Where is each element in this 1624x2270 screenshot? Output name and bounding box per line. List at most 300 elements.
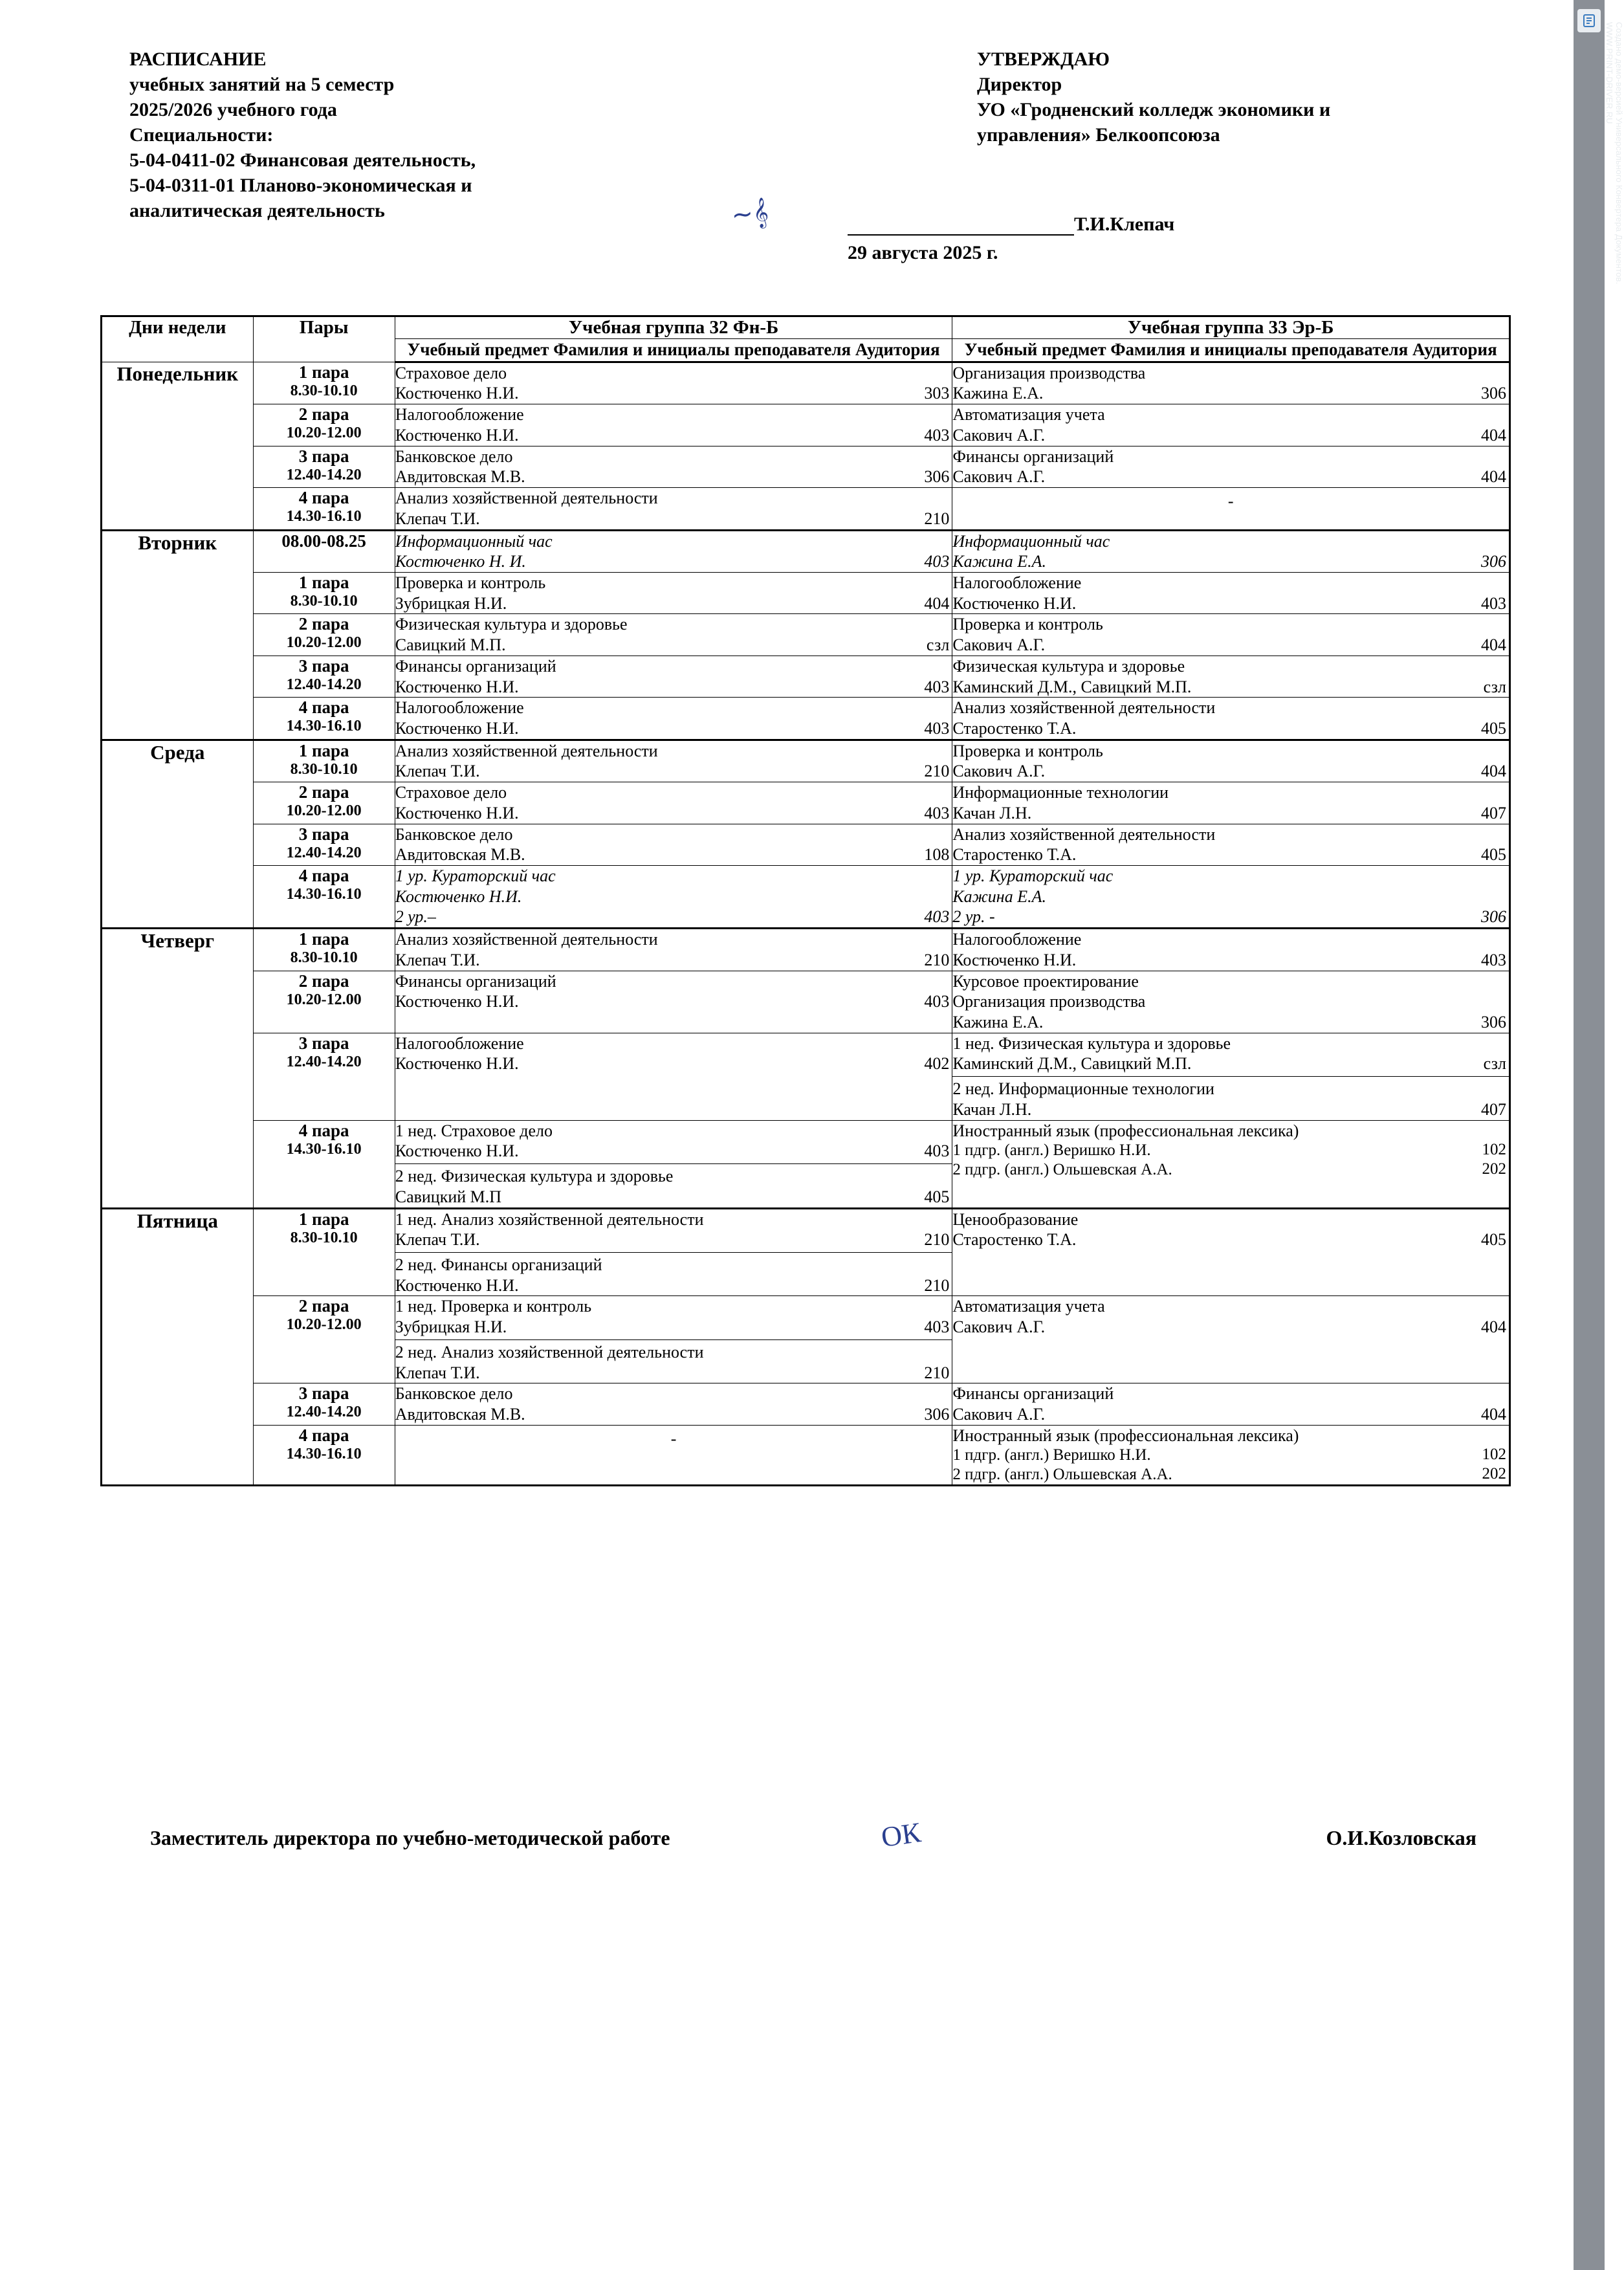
- table-row: [102, 614, 1510, 656]
- lesson-cell-group1: [395, 488, 952, 530]
- lesson-cell-group1: [395, 1208, 952, 1296]
- teacher: Качан Л.Н.: [952, 1099, 1032, 1119]
- room: 403: [924, 992, 950, 1011]
- lesson-cell-group1: [395, 362, 952, 404]
- teacher: Каминский Д.М., Савицкий М.П.: [952, 1054, 1192, 1074]
- lesson-g1-empty: -: [670, 1429, 677, 1448]
- pair-time: 12.40-14.20: [286, 676, 362, 693]
- watermark-line-1: Создано демо-версией Универсального Конвертера Документов.: [1614, 22, 1624, 285]
- pair-cell: [253, 1120, 395, 1208]
- teacher: Костюченко Н.И.: [395, 1141, 519, 1161]
- room: 402: [924, 1054, 950, 1074]
- pair-number: 1 пара: [298, 572, 349, 592]
- director-name: Т.И.Клепач: [1074, 214, 1175, 235]
- pair-number: 4 пара: [298, 1120, 349, 1140]
- room: 407: [1481, 803, 1506, 822]
- pair-number: 2 пара: [298, 1296, 349, 1316]
- week-divider: [952, 1076, 1509, 1077]
- week-divider: [395, 1339, 952, 1340]
- teacher: Костюченко Н.И.: [395, 718, 519, 738]
- header-right-block: [977, 47, 1469, 148]
- teacher: Старостенко Т.А.: [952, 845, 1077, 865]
- document-footer: [150, 1816, 1476, 1854]
- lesson-g1-week1: [395, 1121, 952, 1162]
- lesson-cell-group1: [395, 1033, 952, 1120]
- pair-cell: [253, 404, 395, 446]
- subject: 2 нед. Анализ хозяйственной деятельности: [395, 1342, 704, 1361]
- lesson-g1: [395, 488, 952, 529]
- lesson-g2: [952, 866, 1509, 927]
- subject: Анализ хозяйственной деятельности: [395, 489, 658, 508]
- teacher: Качан Л.Н.: [952, 803, 1032, 822]
- pair-cell: [253, 530, 395, 572]
- subject: Иностранный язык (профессиональная лексика): [952, 1426, 1299, 1445]
- pair-cell: [253, 1383, 395, 1425]
- table-row: [102, 698, 1510, 740]
- lesson-cell-group2: [952, 971, 1510, 1033]
- lesson-cell-group1: [395, 530, 952, 572]
- lesson-cell-group2: [952, 866, 1510, 929]
- teacher: Кажина Е.А.: [952, 552, 1046, 571]
- teacher: Сакович А.Г.: [952, 425, 1046, 445]
- table-row: [102, 1033, 1510, 1120]
- deputy-signature-mark: ОК: [879, 1816, 923, 1854]
- room: 210: [924, 1363, 950, 1382]
- subject: Информационные технологии: [952, 783, 1169, 802]
- teacher: Авдитовская М.В.: [395, 467, 525, 487]
- lesson-g1: [395, 741, 952, 782]
- subject: Проверка и контроль: [395, 573, 546, 592]
- lesson-g1-week1: [395, 1296, 952, 1337]
- room: 405: [924, 1187, 950, 1206]
- teacher: Старостенко Т.А.: [952, 1230, 1077, 1250]
- room: 403: [924, 552, 950, 571]
- room: 404: [1481, 635, 1506, 655]
- room: 403: [924, 718, 950, 738]
- pair-cell: [253, 656, 395, 697]
- watermark-line-2: WWW.PRINT-DRIVER.RU: [1605, 22, 1614, 124]
- teacher: Савицкий М.П: [395, 1187, 502, 1206]
- lesson-g1: [395, 1383, 952, 1424]
- table-row: [102, 971, 1510, 1033]
- organization-line-2: управления» Белкоопсоюза: [977, 124, 1220, 146]
- subgroup-2: 2 пдгр. (англ.) Ольшевская А.А.: [952, 1161, 1172, 1179]
- subject: Банковское дело: [395, 446, 513, 466]
- lesson-cell-group2: [952, 488, 1510, 530]
- lesson-g1: [395, 656, 952, 697]
- pair-number: 1 пара: [298, 1209, 349, 1229]
- lesson-cell-group1: [395, 782, 952, 824]
- table-row: [102, 1208, 1510, 1296]
- pair-time: 8.30-10.10: [290, 949, 358, 967]
- pair-time: 10.20-12.00: [286, 802, 362, 820]
- pair-cell: [253, 824, 395, 865]
- table-row: [102, 530, 1510, 572]
- pair-time: 12.40-14.20: [286, 466, 362, 483]
- pair-time: 14.30-16.10: [286, 718, 362, 735]
- subject: Страховое дело: [395, 783, 507, 802]
- pair-time: 12.40-14.20: [286, 1404, 362, 1421]
- table-row: [102, 1425, 1510, 1486]
- lesson-g1: [395, 531, 952, 572]
- lesson-cell-group2: [952, 530, 1510, 572]
- subject: 1 нед. Физическая культура и здоровье: [952, 1033, 1231, 1053]
- room: сзл: [1483, 677, 1506, 696]
- room: 404: [1481, 425, 1506, 445]
- pair-cell: [253, 362, 395, 404]
- lesson-g2: [952, 698, 1509, 738]
- pair-number: 2 пара: [298, 404, 349, 424]
- subject: 1 нед. Анализ хозяйственной деятельности: [395, 1209, 704, 1229]
- subject: Организация производства: [952, 363, 1146, 382]
- subject: Ценообразование: [952, 1209, 1079, 1229]
- day-cell: Четверг: [102, 929, 254, 1208]
- table-row: [102, 824, 1510, 865]
- subject: Налогообложение: [395, 698, 524, 718]
- lesson-g1: [395, 363, 952, 404]
- lesson-cell-group2: [952, 1120, 1510, 1208]
- pair-time: 10.20-12.00: [286, 634, 362, 652]
- subject: Налогообложение: [952, 930, 1082, 949]
- day-cell: Пятница: [102, 1208, 254, 1486]
- subject: Автоматизация учета: [952, 405, 1105, 424]
- lesson-cell-group2: [952, 362, 1510, 404]
- table-row: [102, 866, 1510, 929]
- lesson-cell-group1: [395, 929, 952, 971]
- teacher: Костюченко Н.И.: [395, 677, 519, 696]
- lesson-g1-week2: [395, 1342, 952, 1383]
- lesson-cell-group1: [395, 1120, 952, 1208]
- lesson-cell-group2: [952, 614, 1510, 656]
- room: 306: [1481, 384, 1506, 403]
- subject: Физическая культура и здоровье: [952, 656, 1185, 676]
- specialty-1: 5-04-0411-02 Финансовая деятельность,: [129, 149, 476, 171]
- subject: Финансы организаций: [395, 656, 556, 676]
- pair-number: 3 пара: [298, 1033, 349, 1053]
- lesson-g2: [952, 656, 1509, 697]
- director-signature-block: [848, 214, 1339, 264]
- room: 306: [924, 467, 950, 487]
- lesson-g2: [952, 573, 1509, 613]
- lesson-cell-group1: [395, 572, 952, 613]
- doc-subtitle-year: 2025/2026 учебного года: [129, 99, 337, 120]
- subject: Финансы организаций: [952, 1384, 1114, 1404]
- room: 306: [1481, 907, 1506, 927]
- lesson-g1: [395, 866, 952, 927]
- lesson-cell-group2: [952, 1383, 1510, 1425]
- pair-number: 2 пара: [298, 782, 349, 802]
- room: 403: [1481, 593, 1506, 613]
- teacher: Сакович А.Г.: [952, 1404, 1046, 1424]
- subject: Финансы организаций: [395, 971, 556, 991]
- lesson-g2: [952, 971, 1509, 1033]
- teacher: Кажина Е.А.: [952, 384, 1044, 403]
- room: 404: [1481, 1404, 1506, 1424]
- room: 404: [1481, 762, 1506, 781]
- pair-time: 8.30-10.10: [290, 382, 358, 399]
- teacher: Костюченко Н. И.: [395, 552, 526, 571]
- room: 210: [924, 1275, 950, 1295]
- subgroup-1-room: 102: [1482, 1446, 1506, 1464]
- lesson-cell-group1: [395, 656, 952, 697]
- lesson-cell-group2: [952, 656, 1510, 697]
- signature-underline: [848, 217, 1074, 236]
- lesson-g1: [395, 782, 952, 823]
- lesson-g2: [952, 446, 1509, 487]
- room: 306: [924, 1404, 950, 1424]
- pair-time: 8.30-10.10: [290, 592, 358, 610]
- table-row: [102, 1296, 1510, 1383]
- pair-number: 4 пара: [298, 1425, 349, 1445]
- col-header-pairs: Пары: [253, 316, 395, 362]
- subject-secondary: Организация производства: [952, 992, 1146, 1011]
- teacher: Авдитовская М.В.: [395, 1404, 525, 1424]
- lesson-cell-group1: [395, 698, 952, 740]
- pair-cell: [253, 929, 395, 971]
- approve-label: УТВЕРЖДАЮ: [977, 49, 1110, 70]
- subject: Анализ хозяйственной деятельности: [395, 741, 658, 760]
- approval-date: 29 августа 2025 г.: [848, 242, 998, 263]
- specialties-label: Специальности:: [129, 124, 274, 146]
- pair-time: 14.30-16.10: [286, 508, 362, 525]
- doc-title: РАСПИСАНИЕ: [129, 49, 267, 70]
- table-row: [102, 1120, 1510, 1208]
- room: 404: [1481, 467, 1506, 487]
- day-cell: Вторник: [102, 530, 254, 740]
- subject: Автоматизация учета: [952, 1297, 1105, 1316]
- teacher: Костюченко Н.И.: [952, 593, 1077, 613]
- lesson-g1: [395, 1033, 952, 1074]
- lesson-g1: [395, 404, 952, 445]
- table-row: [102, 404, 1510, 446]
- pair-time: 10.20-12.00: [286, 424, 362, 442]
- lesson-g2-week2: [952, 1079, 1509, 1119]
- lesson-cell-group1: [395, 614, 952, 656]
- teacher: Зубрицкая Н.И.: [395, 1317, 507, 1337]
- col-subheader-group2: Учебный предмет Фамилия и инициалы преподавателя Аудитория: [952, 339, 1510, 362]
- pair-time: 12.40-14.20: [286, 844, 362, 861]
- room: 403: [924, 1317, 950, 1337]
- lesson-cell-group1: [395, 446, 952, 487]
- subject: 1 нед. Страховое дело: [395, 1121, 553, 1140]
- lesson-g2: [952, 741, 1509, 782]
- week-divider: [395, 1163, 952, 1164]
- teacher: Сакович А.Г.: [952, 635, 1046, 655]
- teacher: Старостенко Т.А.: [952, 718, 1077, 738]
- teacher: Костюченко Н.И.: [395, 1054, 519, 1074]
- room: 306: [1481, 552, 1506, 571]
- lesson-g2: [952, 1296, 1509, 1337]
- lesson-cell-group1: [395, 824, 952, 865]
- day-cell: Понедельник: [102, 362, 254, 530]
- subject: Анализ хозяйственной деятельности: [952, 824, 1216, 844]
- room: 306: [1481, 1013, 1506, 1032]
- table-row: [102, 740, 1510, 782]
- lesson-g2: [952, 1383, 1509, 1424]
- pair-time: 12.40-14.20: [286, 1053, 362, 1070]
- teacher: Клепач Т.И.: [395, 1230, 480, 1250]
- lesson-cell-group2: [952, 1208, 1510, 1296]
- room: 405: [1481, 1230, 1506, 1250]
- lesson-cell-group1: [395, 971, 952, 1033]
- subject-note: 2 ур.–: [395, 907, 436, 927]
- subject: Курсовое проектирование: [952, 971, 1139, 991]
- lesson-cell-group2: [952, 929, 1510, 971]
- subject-note: 2 ур. -: [952, 907, 995, 927]
- lesson-cell-group2: [952, 1296, 1510, 1383]
- teacher: Савицкий М.П.: [395, 635, 506, 655]
- pair-cell: [253, 614, 395, 656]
- subject: Физическая культура и здоровье: [395, 615, 628, 634]
- pair-cell: [253, 740, 395, 782]
- teacher: Клепач Т.И.: [395, 762, 480, 781]
- subject: Проверка и контроль: [952, 741, 1103, 760]
- pair-number: 1 пара: [298, 740, 349, 760]
- lesson-cell-group2: [952, 824, 1510, 865]
- pair-time: 10.20-12.00: [286, 1316, 362, 1334]
- room: 210: [924, 509, 950, 528]
- lesson-cell-group2: [952, 1033, 1510, 1120]
- subgroup-1-room: 102: [1482, 1141, 1506, 1159]
- deputy-director-name: О.И.Козловская: [1326, 1826, 1476, 1849]
- room: сзл: [1483, 1054, 1506, 1074]
- lesson-g2: [952, 929, 1509, 970]
- schedule-body: [102, 362, 1510, 1486]
- pair-number: 3 пара: [298, 446, 349, 466]
- day-cell: Среда: [102, 740, 254, 928]
- table-row: [102, 446, 1510, 487]
- lesson-g2-empty: -: [1227, 492, 1234, 511]
- room: 403: [924, 425, 950, 445]
- pair-cell: [253, 572, 395, 613]
- pair-time: 14.30-16.10: [286, 886, 362, 903]
- pair-cell: [253, 1425, 395, 1486]
- schedule-table: [100, 315, 1511, 1486]
- pair-number: 1 пара: [298, 929, 349, 949]
- lesson-cell-group2: [952, 404, 1510, 446]
- teacher: Костюченко Н.И.: [395, 887, 522, 906]
- lesson-cell-group2: [952, 1425, 1510, 1486]
- col-header-group-33er: Учебная группа 33 Эр-Б: [952, 316, 1510, 339]
- teacher: Клепач Т.И.: [395, 509, 480, 528]
- specialty-2-cont: аналитическая деятельность: [129, 200, 385, 221]
- subgroup-2-room: 202: [1482, 1465, 1506, 1483]
- teacher: Костюченко Н.И.: [395, 384, 519, 403]
- teacher: Клепач Т.И.: [395, 1363, 480, 1382]
- room: 404: [924, 593, 950, 613]
- teacher: Костюченко Н.И.: [395, 803, 519, 822]
- pair-time: 10.20-12.00: [286, 991, 362, 1008]
- teacher: Костюченко Н.И.: [952, 950, 1077, 969]
- pair-cell: [253, 866, 395, 929]
- teacher: Сакович А.Г.: [952, 467, 1046, 487]
- pair-number: 1 пара: [298, 362, 349, 382]
- lesson-g2: [952, 363, 1509, 404]
- lesson-cell-group1: [395, 1296, 952, 1383]
- subject: 1 ур. Кураторский час: [952, 866, 1114, 885]
- teacher: Каминский Д.М., Савицкий М.П.: [952, 677, 1192, 696]
- lesson-g2: [952, 404, 1509, 445]
- subject: Проверка и контроль: [952, 615, 1103, 634]
- table-row: [102, 488, 1510, 530]
- teacher: Клепач Т.И.: [395, 950, 480, 969]
- subject: Анализ хозяйственной деятельности: [395, 930, 658, 949]
- lesson-cell-group1: [395, 740, 952, 782]
- lesson-g2: [952, 1426, 1509, 1485]
- lesson-g1: [395, 929, 952, 970]
- pair-cell: [253, 1208, 395, 1296]
- watermark-strip: [1574, 0, 1624, 2270]
- pair-number: 2 пара: [298, 614, 349, 634]
- pair-number: 4 пара: [298, 488, 349, 508]
- table-row: [102, 929, 1510, 971]
- lesson-g2: [952, 824, 1509, 865]
- subgroup-2-room: 202: [1482, 1160, 1506, 1178]
- subgroup-2: 2 пдгр. (англ.) Ольшевская А.А.: [952, 1466, 1172, 1484]
- teacher: Кажина Е.А.: [952, 887, 1046, 906]
- pair-number: 08.00-08.25: [281, 531, 366, 551]
- lesson-g1-week1: [395, 1209, 952, 1250]
- room: 210: [924, 1230, 950, 1250]
- subject: 2 нед. Физическая культура и здоровье: [395, 1167, 674, 1186]
- lesson-g1: [395, 698, 952, 738]
- room: 210: [924, 762, 950, 781]
- subject: 1 нед. Проверка и контроль: [395, 1297, 592, 1316]
- room: 405: [1481, 845, 1506, 865]
- room: 403: [1481, 950, 1506, 969]
- lesson-cell-group1: [395, 404, 952, 446]
- pair-number: 3 пара: [298, 824, 349, 844]
- lesson-cell-group2: [952, 446, 1510, 487]
- organization-line-1: УО «Гродненский колледж экономики и: [977, 99, 1331, 120]
- subgroup-1: 1 пдгр. (англ.) Веришко Н.И.: [952, 1446, 1151, 1464]
- lesson-cell-group2: [952, 572, 1510, 613]
- lesson-g1-week2: [395, 1166, 952, 1207]
- pair-time: 14.30-16.10: [286, 1445, 362, 1462]
- col-header-days: Дни недели: [102, 316, 254, 362]
- lesson-g2-week1: [952, 1033, 1509, 1074]
- deputy-director-label: Заместитель директора по учебно-методической работе: [150, 1826, 670, 1849]
- lesson-g1: [395, 446, 952, 487]
- room: 403: [924, 907, 950, 927]
- lesson-g1: [395, 614, 952, 655]
- table-row: [102, 656, 1510, 697]
- room: 405: [1481, 718, 1506, 738]
- subject: Банковское дело: [395, 824, 513, 844]
- table-row: [102, 362, 1510, 404]
- pair-cell: [253, 1033, 395, 1120]
- lesson-g1-week2: [395, 1255, 952, 1295]
- table-row: [102, 1383, 1510, 1425]
- lesson-g2: [952, 1209, 1509, 1250]
- teacher: Сакович А.Г.: [952, 1317, 1046, 1337]
- subject: Страховое дело: [395, 363, 507, 382]
- pair-cell: [253, 971, 395, 1033]
- pair-number: 4 пара: [298, 698, 349, 718]
- week-divider: [395, 1252, 952, 1253]
- col-header-group-32fn: Учебная группа 32 Фн-Б: [395, 316, 952, 339]
- room: 403: [924, 803, 950, 822]
- pair-time: 8.30-10.10: [290, 1229, 358, 1246]
- subject: Налогообложение: [395, 1033, 524, 1053]
- subject: Информационный час: [395, 531, 553, 551]
- pair-time: 14.30-16.10: [286, 1140, 362, 1158]
- header-left-block: [129, 47, 841, 223]
- pair-number: 3 пара: [298, 656, 349, 676]
- room: 404: [1481, 1317, 1506, 1337]
- subject: Финансы организаций: [952, 446, 1114, 466]
- room: 403: [924, 1141, 950, 1161]
